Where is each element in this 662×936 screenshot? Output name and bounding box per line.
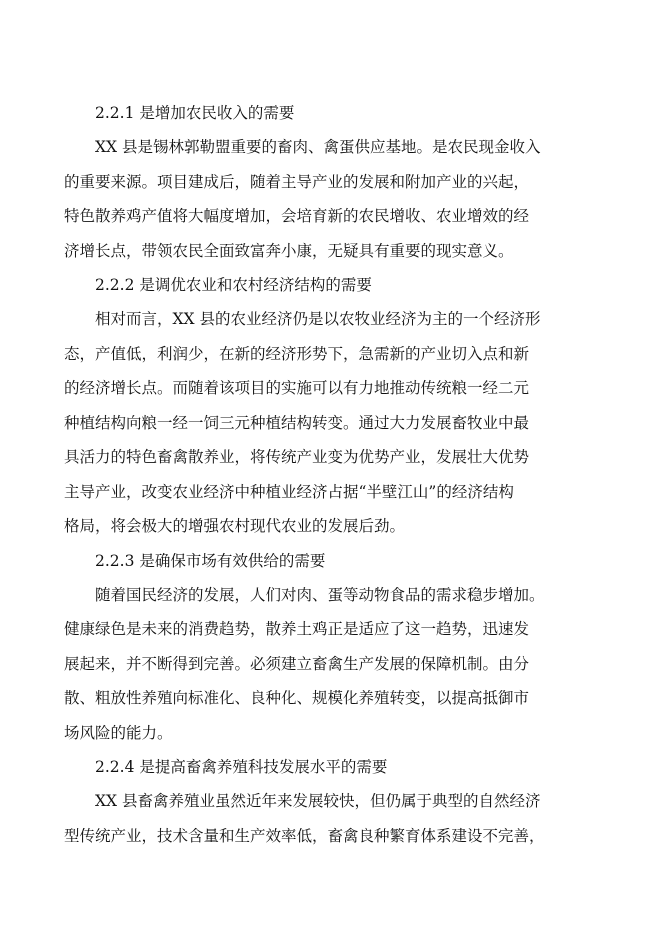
text-line: 济增长点，带领农民全面致富奔小康，无疑具有重要的现实意义。 xyxy=(64,241,514,260)
section-paragraph-2-2-4 xyxy=(64,784,584,853)
section-heading-2-2-1: 2.2.1 是增加农民收入的需要 xyxy=(95,104,295,122)
text-line: XX 县是锡林郭勒盟重要的畜肉、禽蛋供应基地。是农民现金收入 xyxy=(95,138,541,156)
section-paragraph-2-2-3 xyxy=(64,578,584,751)
text-line: 特色散养鸡产值将大幅度增加，会培育新的农民增收、农业增效的经 xyxy=(64,207,530,225)
text-line: 的重要来源。项目建成后，随着主导产业的发展和附加产业的兴起， xyxy=(64,172,530,191)
section-paragraph-2-2-2 xyxy=(64,302,584,544)
text-line: 态，产值低，利润少，在新的经济形势下，急需新的产业切入点和新 xyxy=(64,344,530,363)
text-line: 相对而言，XX 县的农业经济仍是以农牧业经济为主的一个经济形 xyxy=(95,310,541,328)
text-line: 主导产业，改变农业经济中种植业经济占据“半壁江山”的经济结构 xyxy=(64,482,514,501)
text-line: 种植结构向粮一经一饲三元种植结构转变。通过大力发展畜牧业中最 xyxy=(64,413,530,432)
text-line: 具活力的特色畜禽散养业，将传统产业变为优势产业，发展壮大优势 xyxy=(64,448,530,466)
text-line: 的经济增长点。而随着该项目的实施可以有力地推动传统粮一经二元 xyxy=(64,379,530,397)
document-body xyxy=(64,96,584,853)
text-line: 散、粗放性养殖向标准化、良种化、规模化养殖转变，以提高抵御市 xyxy=(64,689,530,707)
section-heading-2-2-2: 2.2.2 是调优农业和农村经济结构的需要 xyxy=(95,276,372,294)
text-line: 随着国民经济的发展，人们对肉、蛋等动物食品的需求稳步增加。 xyxy=(95,585,545,604)
text-line: XX 县畜禽养殖业虽然近年来发展较快，但仍属于典型的自然经济 xyxy=(95,792,541,810)
text-line: 型传统产业，技术含量和生产效率低，畜禽良种繁育体系建设不完善， xyxy=(64,826,545,845)
section-paragraph-2-2-1 xyxy=(64,130,584,268)
text-line: 格局，将会极大的增强农村现代农业的发展后劲。 xyxy=(64,517,406,535)
text-line: 健康绿色是未来的消费趋势，散养土鸡正是适应了这一趋势，迅速发 xyxy=(64,620,530,638)
section-heading-2-2-4: 2.2.4 是提高畜禽养殖科技发展水平的需要 xyxy=(95,758,388,776)
text-line: 展起来，并不断得到完善。必须建立畜禽生产发展的保障机制。由分 xyxy=(64,654,530,673)
section-heading-2-2-3: 2.2.3 是确保市场有效供给的需要 xyxy=(95,551,326,570)
text-line: 场风险的能力。 xyxy=(64,723,173,742)
